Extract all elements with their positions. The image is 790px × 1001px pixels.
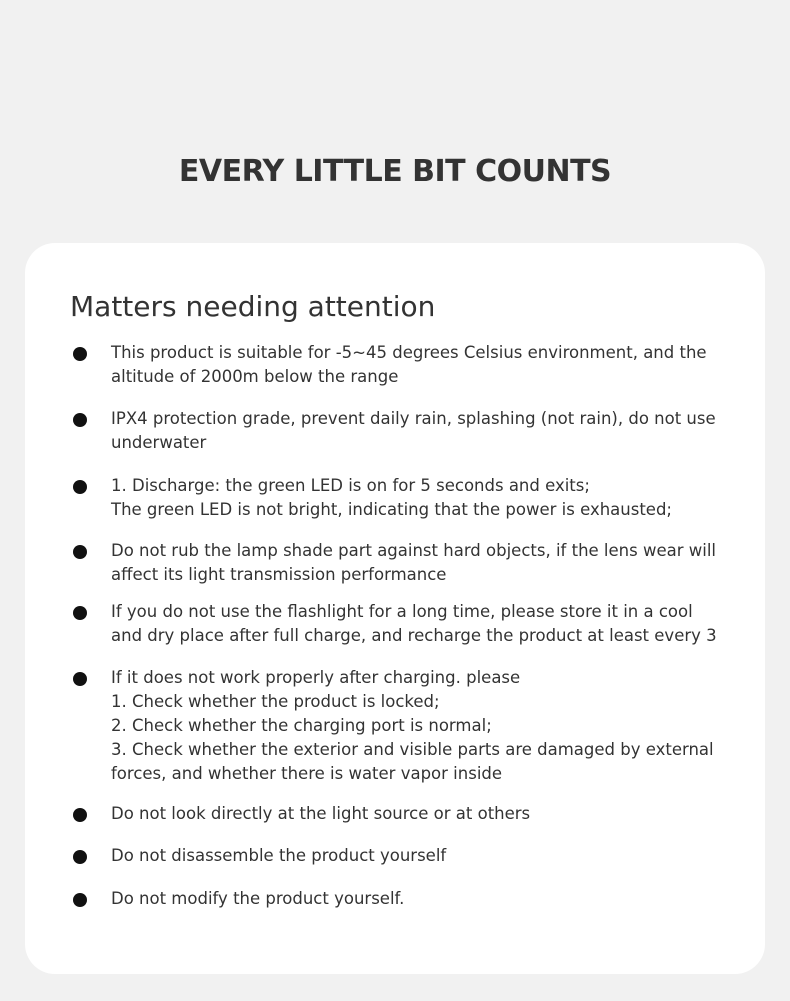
list-item-line: Do not rub the lamp shade part against hard objects, if the lens wear will <box>111 541 716 560</box>
list-item-line: If you do not use the flashlight for a long time, please store it in a cool <box>111 602 693 621</box>
page-headline: EVERY LITTLE BIT COUNTS <box>178 154 612 189</box>
attention-list <box>25 243 765 974</box>
list-item-text <box>111 887 741 911</box>
bullet-icon <box>73 893 87 907</box>
list-item-line: forces, and whether there is water vapor inside <box>111 764 503 783</box>
list-item-line: Do not look directly at the light source or at others <box>111 804 531 823</box>
list-item-text <box>111 802 741 826</box>
list-item-text <box>111 474 741 522</box>
list-item-line: This product is suitable for -5~45 degrees Celsius environment, and the <box>111 343 707 362</box>
list-item-line: If it does not work properly after charging. please <box>111 668 521 687</box>
list-item-line: affect its light transmission performance <box>111 565 447 584</box>
bullet-icon <box>73 545 87 559</box>
bullet-icon <box>73 606 87 620</box>
list-item-text <box>111 539 741 587</box>
list-item-line: 2. Check whether the charging port is normal; <box>111 716 492 735</box>
list-item-text <box>111 844 741 868</box>
list-item-line: The green LED is not bright, indicating that the power is exhausted; <box>111 500 672 519</box>
list-item-text <box>111 407 741 455</box>
bullet-icon <box>73 480 87 494</box>
list-item-text <box>111 600 741 648</box>
list-item-text <box>111 666 741 786</box>
list-item-text <box>111 341 741 389</box>
bullet-icon <box>73 850 87 864</box>
section-title: Matters needing attention <box>70 290 436 323</box>
bullet-icon <box>73 808 87 822</box>
list-item-line: underwater <box>111 433 207 452</box>
list-item-line: IPX4 protection grade, prevent daily rain, splashing (not rain), do not use <box>111 409 716 428</box>
list-item-line: Do not modify the product yourself. <box>111 889 405 908</box>
list-item-line: 1. Check whether the product is locked; <box>111 692 440 711</box>
list-item-line: 3. Check whether the exterior and visible parts are damaged by external <box>111 740 714 759</box>
bullet-icon <box>73 347 87 361</box>
bullet-icon <box>73 413 87 427</box>
list-item-line: Do not disassemble the product yourself <box>111 846 447 865</box>
list-item-line: and dry place after full charge, and recharge the product at least every 3 <box>111 626 717 645</box>
list-item-line: altitude of 2000m below the range <box>111 367 399 386</box>
list-item-line: 1. Discharge: the green LED is on for 5 seconds and exits; <box>111 476 590 495</box>
attention-card <box>25 243 765 974</box>
bullet-icon <box>73 672 87 686</box>
